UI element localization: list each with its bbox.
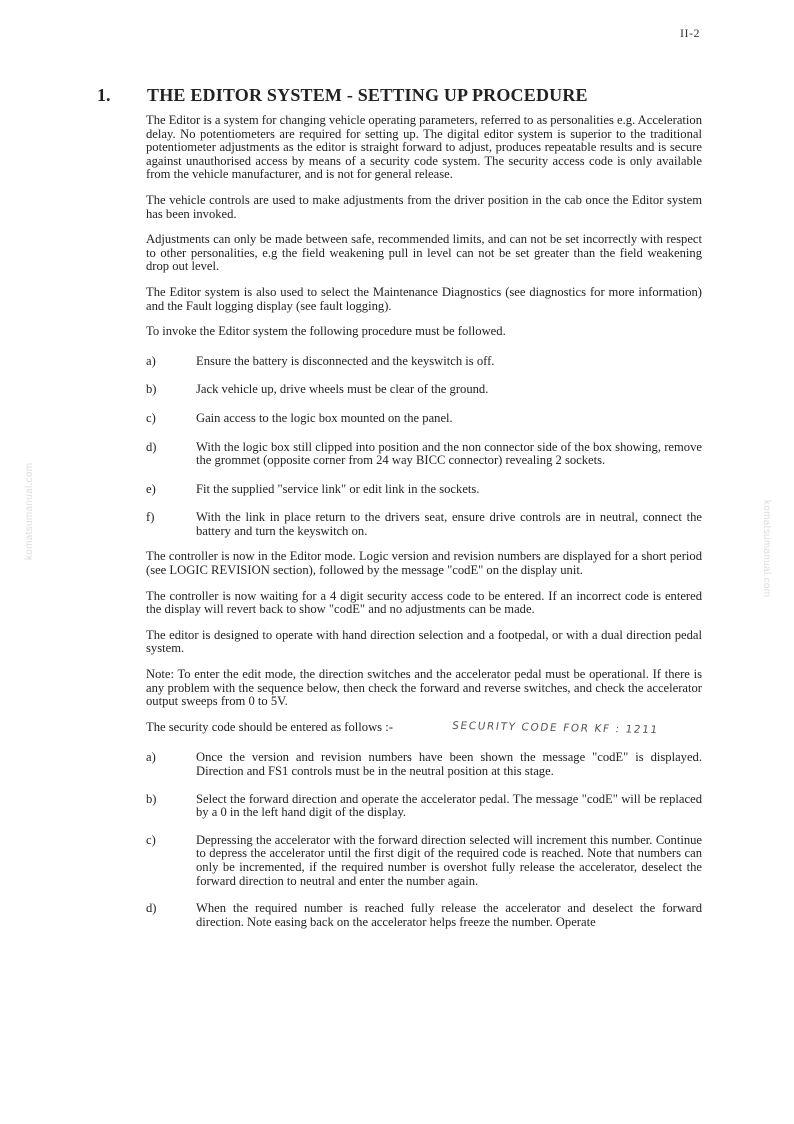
intro-paragraph: Adjustments can only be made between safe, recommended limits, and can not be set incorrectly with respect to other personalities, e.g the field weakening pull in level can not be set greater than the field weakening drop out level. bbox=[146, 232, 702, 274]
security-code-intro: The security code should be entered as follows :- bbox=[146, 719, 393, 734]
item-text: With the link in place return to the drivers seat, ensure drive controls are in neutral, connect the battery and turn the keyswitch on. bbox=[196, 510, 702, 538]
watermark-left: komatsumanual.com bbox=[24, 462, 35, 560]
procedure-item bbox=[146, 511, 702, 538]
item-text: With the logic box still clipped into position and the non connector side of the box showing, remove the grommet (opposite corner from 24 way BICC connector) revealing 2 sockets. bbox=[196, 439, 702, 468]
intro-paragraph: The vehicle controls are used to make adjustments from the driver position in the cab once the Editor system has been invoked. bbox=[146, 192, 702, 221]
item-text: Select the forward direction and operate the accelerator pedal. The message "codE" will be replaced by a 0 in the left hand digit of the display. bbox=[196, 791, 702, 820]
procedure-item bbox=[146, 483, 702, 497]
note-paragraph: Note: To enter the edit mode, the direction switches and the accelerator pedal must be operational. If there is any problem with the sequence below, then check the forward and reverse switches, and check the accelerator output sweeps from 0 to 5V. bbox=[146, 667, 702, 709]
section-title: THE EDITOR SYSTEM - SETTING UP PROCEDURE bbox=[147, 85, 588, 105]
item-label: b) bbox=[146, 382, 157, 397]
item-label: c) bbox=[146, 832, 156, 847]
item-text: When the required number is reached fully release the accelerator and deselect the forward direction. Note easing back on the accelerator helps freeze the number. Operate bbox=[196, 901, 702, 929]
watermark-right: komatsumanual.com bbox=[761, 500, 772, 598]
document-body bbox=[146, 114, 702, 943]
item-label: c) bbox=[146, 410, 156, 425]
item-label: f) bbox=[146, 510, 155, 525]
section-number: 1. bbox=[97, 85, 111, 105]
intro-paragraph: To invoke the Editor system the following procedure must be followed. bbox=[146, 324, 506, 339]
body-paragraph: The controller is now waiting for a 4 digit security access code to be entered. If an incorrect code is entered the display will revert back to show "codE" and no adjustments can be made. bbox=[146, 588, 702, 617]
item-label: b) bbox=[146, 791, 157, 806]
procedure-item bbox=[146, 441, 702, 468]
item-label: a) bbox=[146, 750, 156, 765]
item-text: Depressing the accelerator with the forward direction selected will increment this number. Continue to depress the accelerator until the first digit of the required code is reached. Note that numbers can only be incremented, if the required number is overshot fully release the accelerator, deselect the forward direction to neutral and enter the number again. bbox=[196, 832, 702, 888]
item-text: Once the version and revision numbers have been shown the message "codE" is displayed. Direction and FS1 controls must be in the neutral position at this stage. bbox=[196, 750, 702, 778]
procedure-item bbox=[146, 383, 702, 397]
intro-paragraph: The Editor is a system for changing vehicle operating parameters, referred to as personalities e.g. Acceleration delay. No potentiometers are required for setting up. The digital editor system is superior to the traditional potentiometer adjustments as the editor is straight forward to adjust, produces repeatable results and is secure against unauthorised access by means of a security code system. The security access code is only available from the vehicle manufacturer, and is not for general release. bbox=[146, 113, 703, 182]
body-paragraph: The controller is now in the Editor mode. Logic version and revision numbers are displayed for a short period (see LOGIC REVISION section), followed by the message "codE" on the display unit. bbox=[146, 549, 702, 578]
handwritten-note: SECURITY CODE FOR KF : 1211 bbox=[451, 719, 660, 736]
item-text: Jack vehicle up, drive wheels must be clear of the ground. bbox=[196, 382, 489, 397]
procedure-item bbox=[146, 355, 702, 369]
intro-paragraph: The Editor system is also used to select the Maintenance Diagnostics (see diagnostics for more information) and the Fault logging display (see fault logging). bbox=[146, 284, 702, 313]
code-item bbox=[146, 834, 702, 888]
code-item bbox=[146, 751, 702, 778]
item-label: a) bbox=[146, 353, 156, 368]
code-item bbox=[146, 902, 702, 929]
item-label: d) bbox=[146, 439, 157, 454]
procedure-item bbox=[146, 412, 702, 426]
item-label: d) bbox=[146, 901, 157, 916]
item-text: Gain access to the logic box mounted on the panel. bbox=[196, 410, 453, 425]
body-paragraph: The editor is designed to operate with hand direction selection and a footpedal, or with a dual direction pedal system. bbox=[146, 627, 702, 656]
item-label: e) bbox=[146, 481, 156, 496]
code-item bbox=[146, 793, 702, 820]
item-text: Fit the supplied "service link" or edit link in the sockets. bbox=[196, 481, 480, 496]
security-code-line bbox=[146, 721, 702, 736]
page-number: II-2 bbox=[680, 26, 700, 40]
item-text: Ensure the battery is disconnected and the keyswitch is off. bbox=[196, 353, 495, 368]
